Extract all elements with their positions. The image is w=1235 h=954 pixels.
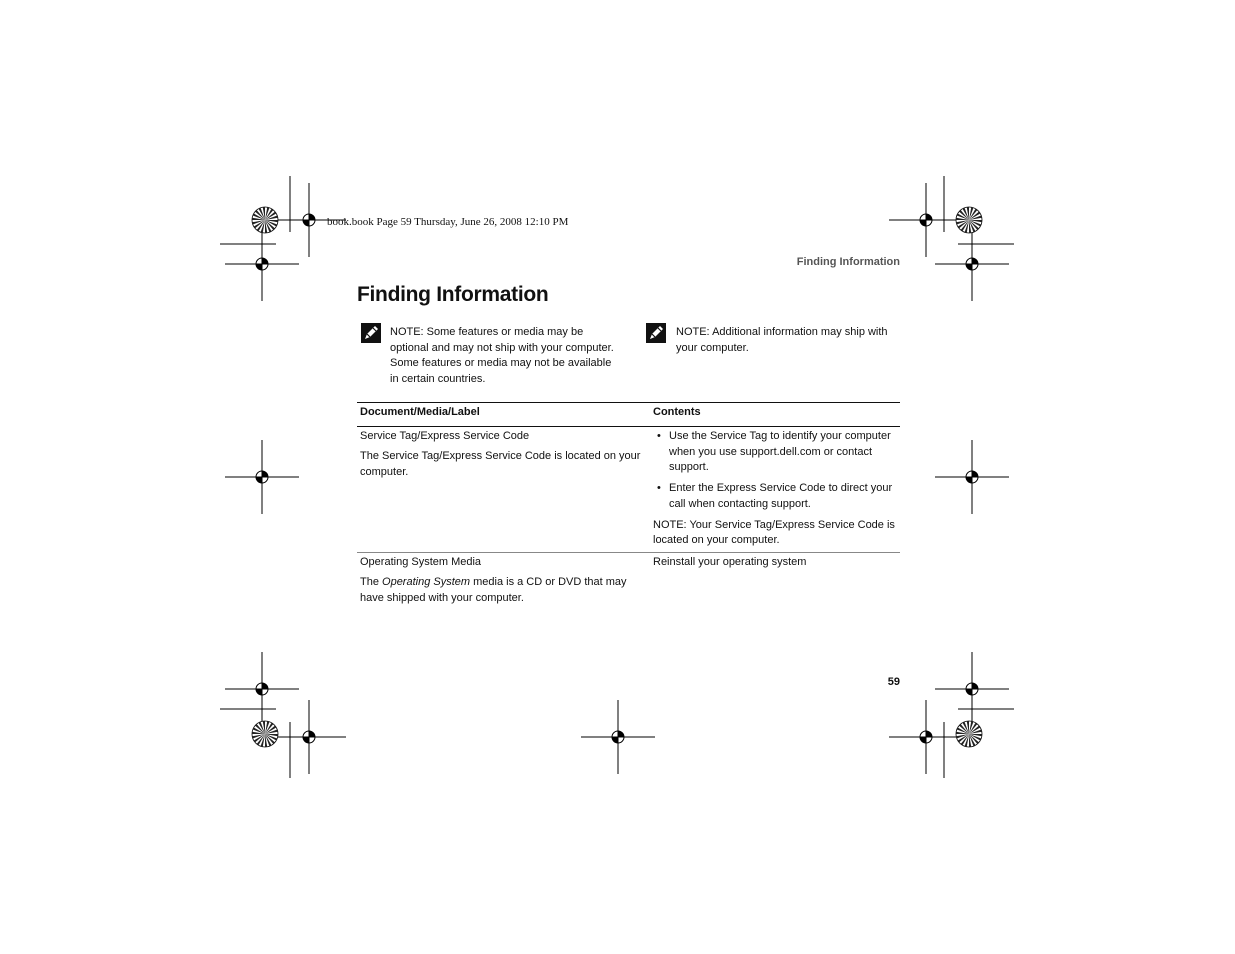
row-contents-os-media: Reinstall your operating system (653, 556, 807, 568)
running-head: Finding Information (796, 256, 900, 268)
note-label: NOTE: (653, 518, 687, 531)
note-text: Additional information may ship with your computer. (676, 326, 888, 354)
desc-text-end: media is a CD or DVD that may have shipped with your computer. (360, 576, 627, 604)
note-text: Some features or media may be optional and may not ship with your computer. Some features or media may not be available in certain countries. (390, 326, 614, 385)
row-divider (357, 552, 900, 553)
note-label: NOTE: (390, 326, 424, 338)
registration-target-icon (889, 183, 963, 257)
column-header-document: Document/Media/Label (360, 406, 480, 418)
registration-target-icon (225, 652, 299, 726)
note-text: Your Service Tag/Express Service Code is located on your computer. (653, 518, 895, 547)
page-number: 59 (887, 676, 900, 688)
print-slug: book.book Page 59 Thursday, June 26, 2008 12:10 PM (327, 216, 569, 228)
registration-target-icon (581, 700, 655, 774)
list-item (653, 429, 898, 476)
registration-target-icon (935, 227, 1009, 301)
support-link[interactable]: support.dell.com (739, 445, 821, 458)
column-header-contents: Contents (653, 406, 701, 418)
list-item (653, 481, 898, 512)
starburst-target-icon (956, 207, 982, 233)
table-top-rule (357, 402, 900, 403)
bullet-text-end: or contact support. (669, 445, 873, 474)
starburst-target-icon (956, 721, 982, 747)
registration-target-icon (225, 227, 299, 301)
row-description-os-media (360, 575, 635, 606)
bullet-text: Enter the Express Service Code to direct your call when contacting support. (669, 482, 893, 510)
registration-target-icon (935, 440, 1009, 514)
note-additional-info (676, 325, 901, 356)
table-header-rule (357, 426, 900, 427)
bullet-icon: • (657, 430, 661, 442)
pencil-note-icon (646, 323, 666, 343)
row-note (653, 518, 898, 549)
page-title: Finding Information (357, 283, 549, 306)
starburst-target-icon (252, 207, 278, 233)
registration-target-icon (889, 700, 963, 774)
desc-italic: Operating System (382, 576, 471, 588)
registration-target-icon (225, 440, 299, 514)
note-label: NOTE: (676, 326, 710, 338)
row-title-service-tag: Service Tag/Express Service Code (360, 430, 530, 442)
row-contents-service-tag (653, 429, 898, 549)
registration-target-icon (272, 700, 346, 774)
pencil-note-icon (361, 323, 381, 343)
bullet-icon: • (657, 482, 661, 495)
registration-target-icon (935, 652, 1009, 726)
contents-bullet-list (653, 429, 898, 513)
row-title-os-media: Operating System Media (360, 556, 482, 568)
row-description-service-tag: The Service Tag/Express Service Code is located on your computer. (360, 450, 641, 478)
desc-text: The (360, 576, 383, 588)
bullet-text: Use the Service Tag to identify your computer when you use (669, 430, 891, 458)
note-optional-features (390, 325, 615, 387)
starburst-target-icon (252, 721, 278, 747)
